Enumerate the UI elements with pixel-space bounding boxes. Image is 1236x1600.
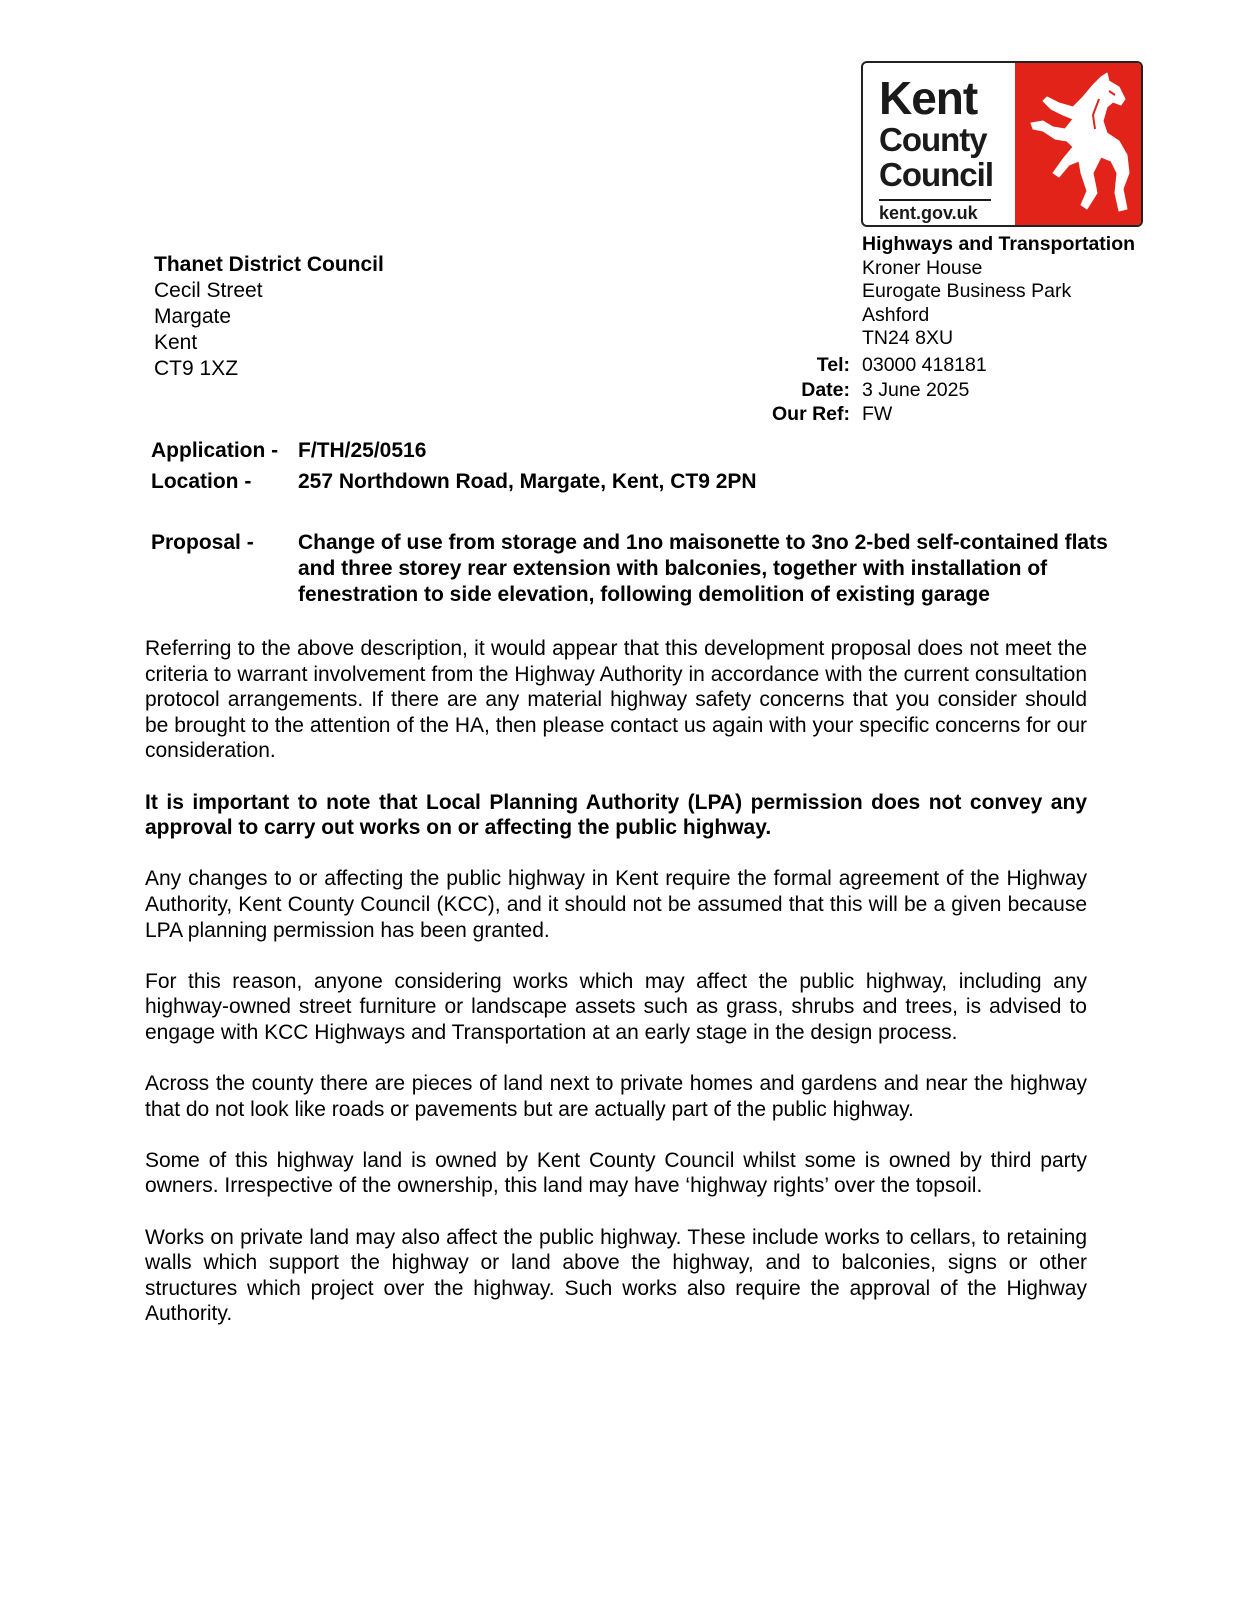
addressee-line: Cecil Street — [154, 279, 263, 302]
logo-website: kent.gov.uk — [879, 199, 991, 222]
letter-body — [145, 636, 1087, 1353]
meta-values — [862, 353, 987, 427]
logo-line-council: Council — [879, 156, 993, 193]
body-paragraph: Works on private land may also affect the public highway. These include works to cellars, to retaining walls which support the highway or land above the highway, and to balconies, signs or other structures which project over the highway. Such works also require the approval of the Highway Authority. — [145, 1225, 1087, 1326]
addressee-line: CT9 1XZ — [154, 357, 239, 380]
logo-line-kent: Kent — [879, 72, 978, 124]
date-value: 3 June 2025 — [862, 378, 970, 401]
application-label: Application - — [151, 439, 279, 462]
addressee-line: Kent — [154, 331, 198, 354]
sender-department: Highways and Transportation — [862, 233, 1136, 255]
sender-address-line: Kroner House — [862, 256, 983, 279]
body-paragraph: For this reason, anyone considering works which may affect the public highway, including any highway-owned street furniture or landscape assets such as grass, shrubs and trees, is advised to engage with KCC Highways and Transportation at an early stage in the design process. — [145, 969, 1087, 1044]
body-paragraph: Across the county there are pieces of land next to private homes and gardens and near the highway that do not look like roads or pavements but are actually part of the public highway. — [145, 1072, 1087, 1121]
ref-label: Our Ref: — [772, 403, 850, 425]
rearing-horse-icon — [1023, 69, 1133, 219]
body-paragraph: Referring to the above description, it would appear that this development proposal does not meet the criteria to warrant involvement from the Highway Authority in accordance with the current consultation protocol arrangements. If there are any material highway safety concerns that you consider should be brought to the attention of the HA, then please contact us again with your specific concerns for our consideration. — [145, 637, 1087, 763]
tel-label: Tel: — [816, 354, 850, 376]
addressee-line: Margate — [154, 305, 232, 328]
sender-address-line: Eurogate Business Park — [862, 280, 1072, 302]
logo-line-county: County — [879, 121, 987, 158]
logo-wordmark — [863, 63, 1015, 225]
application-number: F/TH/25/0516 — [298, 439, 427, 462]
proposal-value: Change of use from storage and 1no maisonette to 3no 2-bed self-contained flats and three storey rear extension with balconies, together with installation of fenestration to side elevation, following demolition of existing garage — [298, 531, 1108, 606]
kcc-logo — [861, 61, 1143, 227]
proposal-label: Proposal - — [151, 531, 254, 554]
logo-red-panel — [1015, 63, 1141, 225]
location-value: 257 Northdown Road, Margate, Kent, CT9 2PN — [298, 470, 757, 493]
body-paragraph: Some of this highway land is owned by Kent County Council whilst some is owned by third party owners. Irrespective of the ownership, this land may have ‘highway rights’ over the topsoil. — [145, 1148, 1087, 1198]
tel-value: 03000 418181 — [862, 354, 987, 376]
sender-address-line: TN24 8XU — [862, 327, 954, 349]
sender-block — [862, 233, 1135, 351]
meta-labels — [772, 353, 850, 427]
location-label: Location - — [151, 470, 252, 493]
date-label: Date: — [801, 378, 850, 401]
ref-value: FW — [862, 403, 893, 425]
addressee-name: Thanet District Council — [154, 253, 384, 276]
body-paragraph-important: It is important to note that Local Planning Authority (LPA) permission does not convey any approval to carry out works on or affecting the public highway. — [145, 790, 1087, 840]
body-paragraph: Any changes to or affecting the public highway in Kent require the formal agreement of the Highway Authority, Kent County Council (KCC), and it should not be assumed that this will be a given because LPA planning permission has been granted. — [145, 867, 1087, 942]
addressee-block — [154, 252, 384, 382]
sender-address-line: Ashford — [862, 303, 930, 326]
